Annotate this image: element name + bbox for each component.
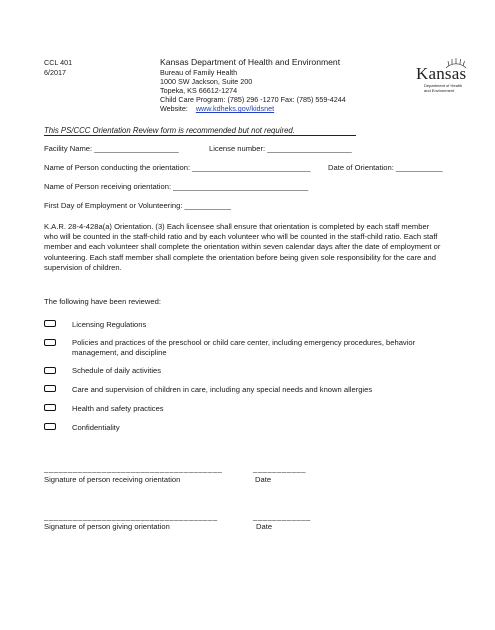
- notice-underline: [44, 135, 356, 136]
- checkbox-confidentiality[interactable]: [44, 423, 56, 430]
- receiver-name-field[interactable]: Name of Person receiving orientation: ________________________________: [44, 182, 309, 191]
- checklist-item-label: Health and safety practices: [72, 404, 164, 413]
- checkbox-health-safety[interactable]: [44, 404, 56, 411]
- giving-date-label: Date: [256, 522, 273, 531]
- receiving-signature-line[interactable]: _____________________________________: [44, 464, 223, 473]
- regulation-text: K.A.R. 28-4-428a(a) Orientation. (3) Each licensee shall ensure that orientation is completed by each staff member who will be counted in the staff-child ratio and by each volunteer who will be counted in the staff-child ratio. Each staff member and each volunteer shall complete the orientation within seven calendar days after the date of employment or volunteering. Each staff member shall complete the orientation before being given sole responsibility for the care and supervision of children.: [44, 222, 441, 272]
- website-label: Website:: [160, 104, 188, 113]
- checklist-item-label: Confidentiality: [72, 423, 120, 432]
- agency-bureau: Bureau of Family Health: [160, 68, 238, 77]
- logo-word: Kansas: [416, 64, 467, 83]
- website-row: [160, 104, 274, 113]
- license-number-field[interactable]: License number: ____________________: [209, 144, 352, 153]
- logo-subtitle-2: and Environment: [424, 88, 455, 93]
- conductor-name-field[interactable]: Name of Person conducting the orientation: ____________________________: [44, 163, 311, 172]
- agency-address-line1: 1000 SW Jackson, Suite 200: [160, 77, 253, 86]
- form-date: 6/2017: [44, 68, 66, 77]
- checkbox-care-supervision[interactable]: [44, 385, 56, 392]
- reviewed-heading: The following have been reviewed:: [44, 297, 161, 306]
- agency-program-line: Child Care Program: (785) 296 -1270 Fax: (785) 559-4244: [160, 95, 346, 104]
- checklist-item-label: Care and supervision of children in care, including any special needs and known allergies: [72, 385, 373, 394]
- form-notice: This PS/CCC Orientation Review form is recommended but not required.: [44, 126, 295, 135]
- checklist-item-label: Licensing Regulations: [72, 320, 147, 329]
- giving-signature-label: Signature of person giving orientation: [44, 522, 170, 531]
- checklist-item-label: Policies and practices of the preschool or child care center, including emergency procedures, behavior management, and discipline: [72, 338, 416, 357]
- checkbox-policies-practices[interactable]: [44, 339, 56, 346]
- agency-address-line2: Topeka, KS 66612-1274: [160, 86, 238, 95]
- agency-name: Kansas Department of Health and Environment: [160, 57, 341, 67]
- kdhe-logo: [416, 54, 468, 100]
- checkbox-daily-schedule[interactable]: [44, 367, 56, 374]
- orientation-date-field[interactable]: Date of Orientation: ___________: [328, 163, 443, 172]
- receiving-date-line[interactable]: ___________: [253, 464, 307, 473]
- website-link[interactable]: www.kdheks.gov/kidsnet: [195, 104, 275, 113]
- receiving-signature-label: Signature of person receiving orientation: [44, 475, 181, 484]
- receiving-date-label: Date: [255, 475, 272, 484]
- first-day-field[interactable]: First Day of Employment or Volunteering: ___________: [44, 201, 231, 210]
- giving-signature-line[interactable]: ____________________________________: [44, 512, 218, 521]
- giving-date-line[interactable]: ____________: [253, 512, 311, 521]
- logo-subtitle-1: Department of Health: [424, 83, 463, 88]
- checkbox-licensing-regulations[interactable]: [44, 320, 56, 327]
- facility-name-field[interactable]: Facility Name: ____________________: [44, 144, 179, 153]
- checklist-item-label: Schedule of daily activities: [72, 366, 162, 375]
- form-code: CCL 401: [44, 58, 73, 67]
